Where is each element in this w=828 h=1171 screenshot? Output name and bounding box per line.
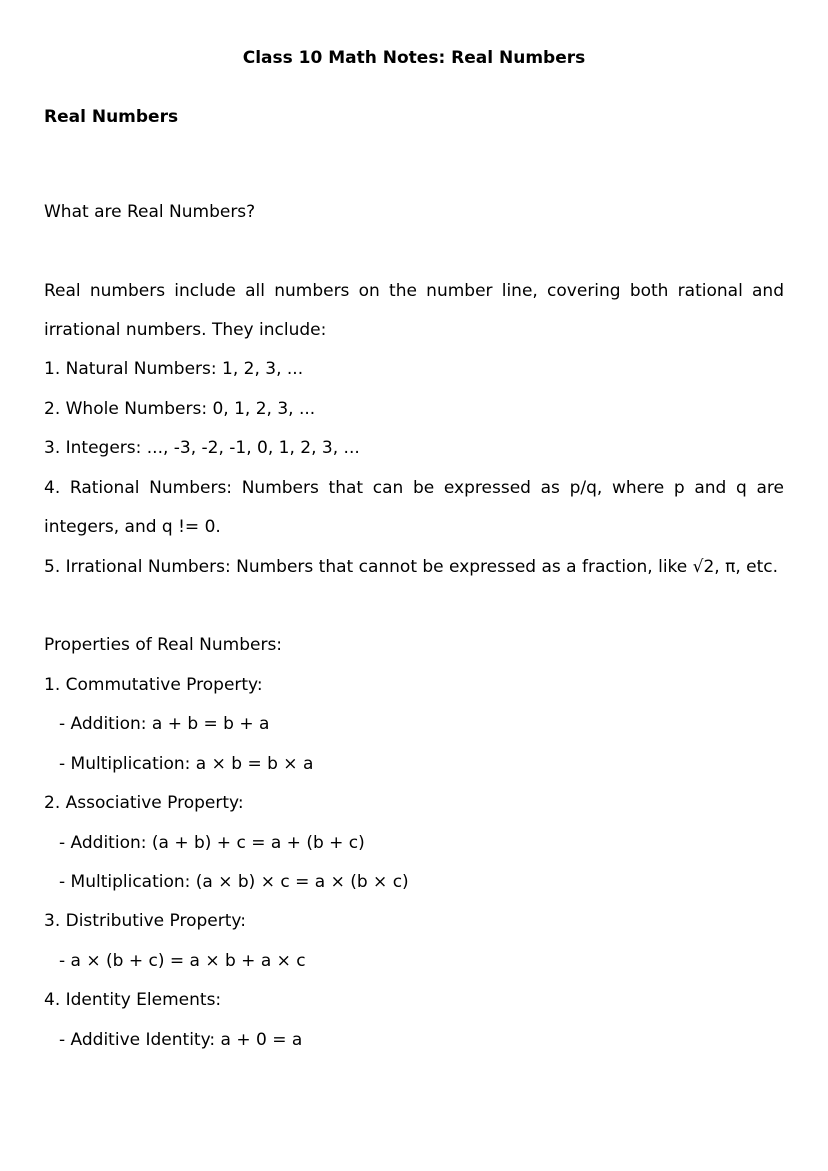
property-subitem: - Multiplication: (a × b) × c = a × (b × c) (59, 872, 409, 892)
document-title: Class 10 Math Notes: Real Numbers (242, 48, 586, 68)
property-subitem: - Addition: (a + b) + c = a + (b + c) (59, 833, 365, 853)
intro-line-1: Real numbers include all numbers on the number line, covering both rational and (44, 281, 784, 301)
number-type-item: 4. Rational Numbers: Numbers that can be expressed as p/q, where p and q are (44, 478, 784, 498)
property-item: 2. Associative Property: (44, 793, 244, 813)
property-subitem: - a × (b + c) = a × b + a × c (59, 951, 306, 971)
number-type-item: 1. Natural Numbers: 1, 2, 3, ... (44, 359, 304, 379)
number-type-item: 3. Integers: ..., -3, -2, -1, 0, 1, 2, 3, ... (44, 438, 360, 458)
number-type-item-continuation: integers, and q != 0. (44, 517, 221, 537)
section-heading: Real Numbers (44, 107, 179, 127)
properties-heading: Properties of Real Numbers: (44, 635, 283, 655)
number-type-item: 2. Whole Numbers: 0, 1, 2, 3, ... (44, 399, 316, 419)
property-subitem: - Additive Identity: a + 0 = a (59, 1030, 303, 1050)
property-item: 4. Identity Elements: (44, 990, 222, 1010)
number-type-item: 5. Irrational Numbers: Numbers that cannot be expressed as a fraction, like √2, π, etc. (44, 557, 779, 577)
intro-line-2: irrational numbers. They include: (44, 320, 327, 340)
property-item: 3. Distributive Property: (44, 911, 246, 931)
question-text: What are Real Numbers? (44, 202, 256, 222)
property-subitem: - Addition: a + b = b + a (59, 714, 270, 734)
property-subitem: - Multiplication: a × b = b × a (59, 754, 314, 774)
property-item: 1. Commutative Property: (44, 675, 263, 695)
